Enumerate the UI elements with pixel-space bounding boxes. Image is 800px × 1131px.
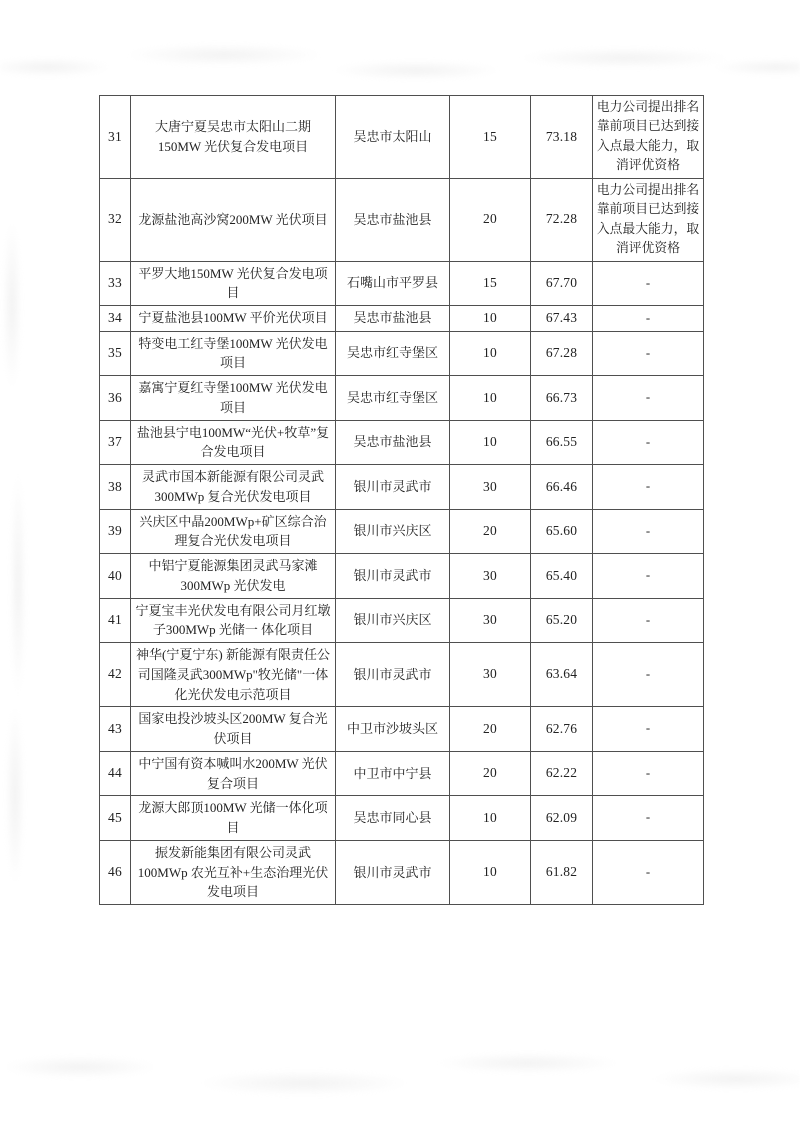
cell-capacity: 30 (450, 598, 531, 643)
cell-location: 吴忠市红寺堡区 (336, 331, 450, 376)
cell-rank: 42 (100, 643, 131, 707)
cell-project-name: 盐池县宁电100MW“光伏+牧草”复合发电项目 (131, 420, 336, 465)
scan-noise-artifact-top (0, 30, 800, 92)
cell-rank: 40 (100, 554, 131, 599)
cell-project-name: 神华(宁夏宁东) 新能源有限责任公司国隆灵武300MWp"牧光储"一体化光伏发电示范项目 (131, 643, 336, 707)
cell-project-name: 灵武市国本新能源有限公司灵武300MWp 复合光伏发电项目 (131, 465, 336, 510)
table-row (100, 509, 704, 554)
cell-remark: - (593, 840, 704, 904)
table-row (100, 707, 704, 752)
cell-remark: - (593, 261, 704, 306)
cell-rank: 31 (100, 96, 131, 179)
cell-location: 吴忠市盐池县 (336, 420, 450, 465)
cell-location: 银川市兴庆区 (336, 509, 450, 554)
cell-remark: - (593, 751, 704, 796)
cell-remark: 电力公司提出排名靠前项目已达到接入点最大能力，取消评优资格 (593, 96, 704, 179)
table-row (100, 643, 704, 707)
cell-rank: 41 (100, 598, 131, 643)
scan-noise-artifact-left (0, 200, 60, 900)
cell-location: 银川市灵武市 (336, 643, 450, 707)
cell-remark: - (593, 707, 704, 752)
cell-score: 66.73 (531, 376, 593, 421)
cell-score: 65.40 (531, 554, 593, 599)
cell-capacity: 20 (450, 178, 531, 261)
scan-noise-artifact-bottom (0, 1035, 800, 1115)
table-row (100, 751, 704, 796)
cell-rank: 46 (100, 840, 131, 904)
table-row (100, 554, 704, 599)
cell-location: 吴忠市红寺堡区 (336, 376, 450, 421)
cell-location: 吴忠市同心县 (336, 796, 450, 841)
cell-remark: - (593, 643, 704, 707)
cell-location: 中卫市中宁县 (336, 751, 450, 796)
cell-score: 73.18 (531, 96, 593, 179)
cell-score: 72.28 (531, 178, 593, 261)
cell-project-name: 中铝宁夏能源集团灵武马家滩300MWp 光伏发电 (131, 554, 336, 599)
cell-remark: - (593, 796, 704, 841)
cell-score: 62.76 (531, 707, 593, 752)
cell-remark: 电力公司提出排名靠前项目已达到接入点最大能力，取消评优资格 (593, 178, 704, 261)
cell-score: 61.82 (531, 840, 593, 904)
cell-capacity: 15 (450, 261, 531, 306)
table-row (100, 96, 704, 179)
cell-location: 银川市灵武市 (336, 840, 450, 904)
cell-project-name: 中宁国有资本喊叫水200MW 光伏复合项目 (131, 751, 336, 796)
cell-remark: - (593, 306, 704, 332)
cell-rank: 33 (100, 261, 131, 306)
cell-project-name: 宁夏盐池县100MW 平价光伏项目 (131, 306, 336, 332)
cell-capacity: 10 (450, 376, 531, 421)
cell-rank: 39 (100, 509, 131, 554)
table-row (100, 306, 704, 332)
cell-location: 银川市灵武市 (336, 465, 450, 510)
cell-score: 67.28 (531, 331, 593, 376)
cell-score: 66.55 (531, 420, 593, 465)
cell-project-name: 特变电工红寺堡100MW 光伏发电项目 (131, 331, 336, 376)
cell-score: 62.22 (531, 751, 593, 796)
project-ranking-table (99, 95, 704, 905)
cell-score: 65.60 (531, 509, 593, 554)
cell-remark: - (593, 598, 704, 643)
cell-capacity: 10 (450, 306, 531, 332)
cell-project-name: 国家电投沙坡头区200MW 复合光伏项目 (131, 707, 336, 752)
cell-rank: 34 (100, 306, 131, 332)
cell-capacity: 10 (450, 840, 531, 904)
cell-location: 银川市灵武市 (336, 554, 450, 599)
cell-score: 67.70 (531, 261, 593, 306)
cell-capacity: 20 (450, 509, 531, 554)
cell-location: 中卫市沙坡头区 (336, 707, 450, 752)
cell-capacity: 20 (450, 751, 531, 796)
cell-rank: 45 (100, 796, 131, 841)
cell-capacity: 15 (450, 96, 531, 179)
cell-location: 吴忠市太阳山 (336, 96, 450, 179)
cell-remark: - (593, 331, 704, 376)
cell-remark: - (593, 376, 704, 421)
cell-rank: 43 (100, 707, 131, 752)
cell-score: 63.64 (531, 643, 593, 707)
cell-score: 62.09 (531, 796, 593, 841)
table-row (100, 261, 704, 306)
table-row (100, 376, 704, 421)
cell-capacity: 10 (450, 796, 531, 841)
cell-location: 石嘴山市平罗县 (336, 261, 450, 306)
cell-project-name: 宁夏宝丰光伏发电有限公司月红墩子300MWp 光储一 体化项目 (131, 598, 336, 643)
cell-location: 吴忠市盐池县 (336, 306, 450, 332)
table-row (100, 598, 704, 643)
cell-rank: 35 (100, 331, 131, 376)
cell-capacity: 30 (450, 554, 531, 599)
cell-location: 吴忠市盐池县 (336, 178, 450, 261)
cell-rank: 37 (100, 420, 131, 465)
cell-location: 银川市兴庆区 (336, 598, 450, 643)
cell-rank: 36 (100, 376, 131, 421)
cell-capacity: 20 (450, 707, 531, 752)
table-row (100, 420, 704, 465)
table-row (100, 331, 704, 376)
cell-rank: 32 (100, 178, 131, 261)
cell-remark: - (593, 420, 704, 465)
cell-project-name: 兴庆区中晶200MWp+矿区综合治理复合光伏发电项目 (131, 509, 336, 554)
cell-project-name: 嘉寓宁夏红寺堡100MW 光伏发电项目 (131, 376, 336, 421)
cell-project-name: 平罗大地150MW 光伏复合发电项目 (131, 261, 336, 306)
table-body (100, 96, 704, 905)
cell-score: 67.43 (531, 306, 593, 332)
cell-project-name: 龙源盐池高沙窝200MW 光伏项目 (131, 178, 336, 261)
table-row (100, 840, 704, 904)
cell-rank: 44 (100, 751, 131, 796)
cell-project-name: 振发新能集团有限公司灵武100MWp 农光互补+生态治理光伏发电项目 (131, 840, 336, 904)
cell-project-name: 大唐宁夏吴忠市太阳山二期150MW 光伏复合发电项目 (131, 96, 336, 179)
cell-remark: - (593, 509, 704, 554)
cell-score: 66.46 (531, 465, 593, 510)
cell-remark: - (593, 465, 704, 510)
cell-capacity: 30 (450, 643, 531, 707)
cell-score: 65.20 (531, 598, 593, 643)
cell-remark: - (593, 554, 704, 599)
cell-capacity: 10 (450, 331, 531, 376)
table-row (100, 178, 704, 261)
table-row (100, 465, 704, 510)
cell-capacity: 30 (450, 465, 531, 510)
cell-capacity: 10 (450, 420, 531, 465)
table-row (100, 796, 704, 841)
cell-rank: 38 (100, 465, 131, 510)
cell-project-name: 龙源大郎顶100MW 光储一体化项目 (131, 796, 336, 841)
